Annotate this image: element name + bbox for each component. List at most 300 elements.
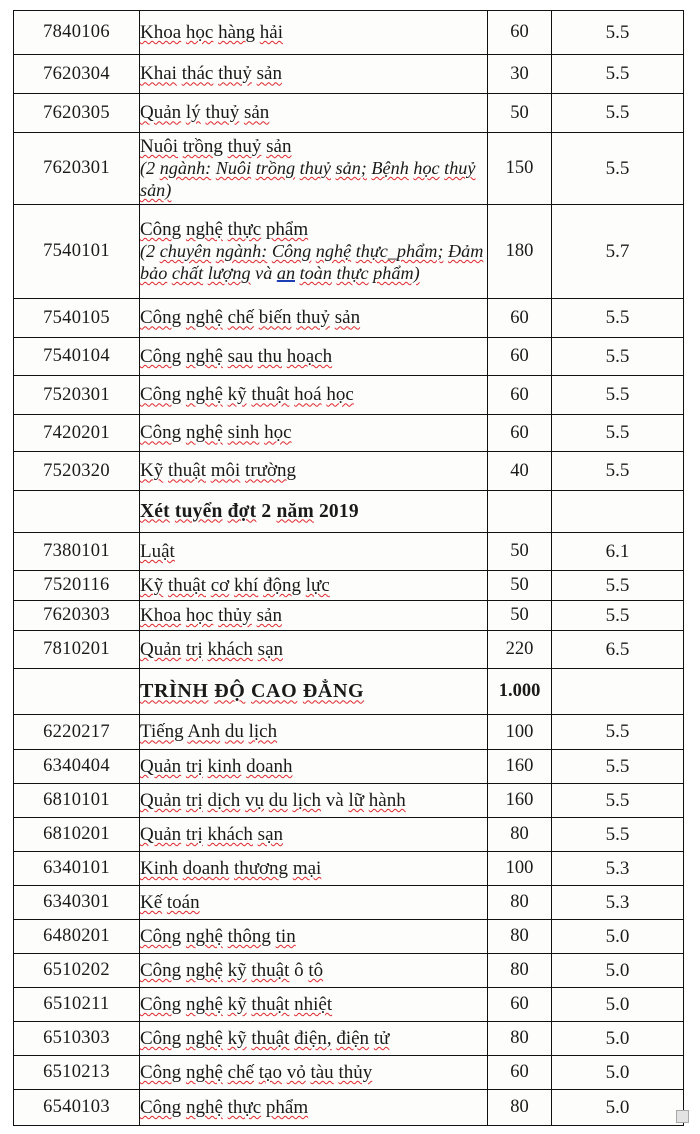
major-code-cell: 7620303 <box>14 601 140 631</box>
spellcheck-word: đợt <box>227 500 257 522</box>
spellcheck-word: thuỷ <box>299 158 331 179</box>
major-code-cell: 7540104 <box>14 338 140 376</box>
spellcheck-word: thu <box>257 345 282 367</box>
major-name <box>140 21 487 44</box>
major-name-cell <box>140 669 488 715</box>
spellcheck-word: thực <box>227 1096 262 1118</box>
major-code-cell: 6510211 <box>14 988 140 1022</box>
table-row <box>14 452 684 491</box>
spellcheck-word: tàu <box>310 1061 334 1083</box>
quota-cell: 60 <box>488 415 552 452</box>
major-name-cell <box>140 886 488 920</box>
spellcheck-word: cơ <box>210 574 230 596</box>
spellcheck-word: Tiếng <box>140 721 184 743</box>
spellcheck-word: sản <box>256 604 282 626</box>
spellcheck-word: tô <box>308 959 324 981</box>
major-code-cell: 6510202 <box>14 954 140 988</box>
major-name-note: (2 chuyên ngành: Công nghệ thực_phẩm; Đảm bảo chất lượng và an toàn thực phẩm) <box>140 241 484 284</box>
spellcheck-word: ngành: <box>159 158 212 179</box>
spellcheck-word: Bệnh <box>371 158 409 179</box>
major-name <box>140 993 487 1016</box>
spellcheck-word: chế <box>227 307 254 329</box>
spellcheck-word: thương <box>233 857 289 879</box>
spellcheck-word: hàng <box>218 21 256 43</box>
spellcheck-word: Xét <box>140 500 170 522</box>
spellcheck-word: thuỷ <box>205 102 240 124</box>
spellcheck-word: Quản <box>140 823 182 845</box>
spellcheck-word: học <box>185 604 214 626</box>
major-name-cell <box>140 299 488 338</box>
benchmark-score-cell: 5.7 <box>552 205 684 299</box>
major-name-cell <box>140 1056 488 1090</box>
quota-cell <box>488 491 552 533</box>
table-row <box>14 55 684 94</box>
spellcheck-word: lịch <box>248 721 278 743</box>
benchmark-score-cell: 5.5 <box>552 571 684 601</box>
table-row <box>14 631 684 669</box>
table-row <box>14 133 684 205</box>
major-name <box>140 345 487 368</box>
quota-cell: 40 <box>488 452 552 491</box>
major-name <box>140 218 487 241</box>
table-row <box>14 338 684 376</box>
spellcheck-word: doanh <box>182 857 230 879</box>
benchmark-score-cell: 5.5 <box>552 299 684 338</box>
quota-cell: 150 <box>488 133 552 205</box>
benchmark-score-cell: 5.5 <box>552 452 684 491</box>
major-name <box>140 823 487 846</box>
spellcheck-word: bảo <box>140 263 168 284</box>
table-row <box>14 920 684 954</box>
spellcheck-word: trị <box>185 789 203 811</box>
spellcheck-word: TRÌNH <box>140 680 209 703</box>
spellcheck-word: Nuôi <box>215 158 252 179</box>
major-code-cell: 6220217 <box>14 715 140 750</box>
major-code-cell: 7520320 <box>14 452 140 491</box>
spellcheck-word: sản; <box>335 158 367 179</box>
major-code-cell: 7520116 <box>14 571 140 601</box>
quota-cell: 60 <box>488 11 552 55</box>
major-name-cell <box>140 631 488 669</box>
spellcheck-word: Công <box>140 1096 182 1118</box>
spellcheck-word: thuật <box>251 993 290 1015</box>
spellcheck-word: nghệ <box>185 993 223 1015</box>
spellcheck-word: lữ <box>348 789 365 811</box>
spellcheck-word: Anh <box>187 721 221 743</box>
spellcheck-word: năm <box>276 500 314 522</box>
spellcheck-word: lịch <box>292 789 322 811</box>
major-name-cell <box>140 11 488 55</box>
quota-cell: 1.000 <box>488 669 552 715</box>
spellcheck-word: hành <box>368 789 406 811</box>
major-code-cell: 6340101 <box>14 852 140 886</box>
table-row <box>14 988 684 1022</box>
spellcheck-word: thực_phẩm; <box>355 241 444 262</box>
benchmark-score-cell: 5.5 <box>552 784 684 818</box>
spellcheck-word: phẩm) <box>373 263 420 284</box>
benchmark-score-cell: 5.5 <box>552 11 684 55</box>
table-row <box>14 205 684 299</box>
major-code-cell: 7620301 <box>14 133 140 205</box>
spellcheck-word: Quản <box>140 102 182 124</box>
major-name <box>140 306 487 329</box>
spellcheck-word: thuật <box>251 1027 290 1049</box>
major-code-cell: 6810101 <box>14 784 140 818</box>
spellcheck-word: Kinh <box>140 857 178 879</box>
benchmark-score-cell: 5.5 <box>552 376 684 415</box>
quota-cell: 100 <box>488 715 552 750</box>
major-name <box>140 421 487 444</box>
quota-cell: 60 <box>488 376 552 415</box>
spellcheck-word: trị <box>185 755 203 777</box>
major-name-cell <box>140 601 488 631</box>
quota-cell: 220 <box>488 631 552 669</box>
spellcheck-word: thủy <box>338 1061 373 1083</box>
major-name-cell <box>140 852 488 886</box>
major-name-cell <box>140 784 488 818</box>
major-name <box>140 459 487 482</box>
major-code-cell: 7380101 <box>14 533 140 571</box>
major-name-cell <box>140 715 488 750</box>
spellcheck-word: Công <box>140 345 182 367</box>
spellcheck-word: Khoa <box>140 604 182 626</box>
major-name <box>140 1061 487 1084</box>
spellcheck-word: tạo <box>258 1061 282 1083</box>
benchmark-score-cell: 5.0 <box>552 1056 684 1090</box>
spellcheck-word: Công <box>140 959 182 981</box>
spellcheck-word: chuyên <box>159 241 212 262</box>
spellcheck-word: sạn <box>257 638 283 660</box>
spellcheck-word: lượng <box>207 263 251 284</box>
quota-cell: 80 <box>488 886 552 920</box>
major-name-cell <box>140 571 488 601</box>
spellcheck-word: thủy <box>218 604 252 626</box>
spellcheck-word: nghệ <box>185 422 223 444</box>
spellcheck-word: học <box>185 21 214 43</box>
quota-cell: 80 <box>488 1090 552 1126</box>
spellcheck-word: khí <box>233 574 259 596</box>
major-name <box>140 891 487 914</box>
major-code-cell: 7520301 <box>14 376 140 415</box>
spellcheck-word: nghệ <box>185 959 223 981</box>
major-name <box>140 101 487 124</box>
spellcheck-word: điện <box>336 1027 370 1049</box>
spellcheck-word: thực <box>227 219 262 241</box>
major-name-cell <box>140 533 488 571</box>
spellcheck-word: kỹ <box>227 384 247 406</box>
spellcheck-word: trồng <box>182 136 223 158</box>
major-code-cell: 6340301 <box>14 886 140 920</box>
benchmark-score-cell: 6.5 <box>552 631 684 669</box>
major-name <box>140 135 487 158</box>
table-row <box>14 415 684 452</box>
spellcheck-word: vụ <box>245 789 265 811</box>
major-name <box>140 540 487 563</box>
spellcheck-word: ngành: <box>215 241 268 262</box>
table-row <box>14 1090 684 1126</box>
spellcheck-word: lực <box>305 574 330 596</box>
major-name <box>140 755 487 778</box>
benchmark-score-cell: 5.5 <box>552 415 684 452</box>
major-name-cell <box>140 818 488 852</box>
table-row <box>14 1056 684 1090</box>
table-row <box>14 750 684 784</box>
quota-cell: 50 <box>488 94 552 133</box>
table-body <box>14 11 684 1126</box>
quota-cell: 160 <box>488 784 552 818</box>
table-row <box>14 669 684 715</box>
quota-cell: 80 <box>488 920 552 954</box>
inline-link[interactable]: an <box>276 263 296 284</box>
spellcheck-word: toàn <box>299 263 332 284</box>
major-name-cell <box>140 338 488 376</box>
major-name-note: (2 ngành: Nuôi trồng thuỷ sản; Bệnh học thuỷ sản) <box>140 158 476 201</box>
benchmark-score-cell: 5.0 <box>552 1090 684 1126</box>
table-row <box>14 11 684 55</box>
spellcheck-word: Công <box>140 422 182 444</box>
quota-cell: 160 <box>488 750 552 784</box>
major-name <box>140 62 487 85</box>
spellcheck-word: thuỷ <box>218 63 252 85</box>
major-code-cell: 7420201 <box>14 415 140 452</box>
benchmark-score-cell: 5.5 <box>552 601 684 631</box>
major-name-cell <box>140 55 488 94</box>
major-code-cell: 6340404 <box>14 750 140 784</box>
spellcheck-word: Nuôi <box>140 136 178 158</box>
table-row <box>14 376 684 415</box>
spellcheck-word: Kỹ <box>140 574 164 596</box>
major-code-cell: 6810201 <box>14 818 140 852</box>
quota-cell: 60 <box>488 988 552 1022</box>
major-name-cell <box>140 750 488 784</box>
benchmark-score-cell: 5.0 <box>552 1022 684 1056</box>
spellcheck-word: trồng <box>255 158 296 179</box>
table-row <box>14 954 684 988</box>
spellcheck-word: nhiệt <box>294 993 333 1015</box>
spellcheck-word: môi <box>210 460 241 482</box>
spellcheck-word: nghệ <box>185 1096 223 1118</box>
major-name <box>140 638 487 661</box>
spellcheck-word: nghệ <box>185 1027 223 1049</box>
spellcheck-word: sản <box>334 307 361 329</box>
benchmark-score-cell: 5.5 <box>552 750 684 784</box>
table-row <box>14 601 684 631</box>
major-name-cell <box>140 1090 488 1126</box>
spellcheck-word: hải <box>259 21 283 43</box>
spellcheck-word: trị <box>185 638 203 660</box>
major-name-cell <box>140 415 488 452</box>
spellcheck-word: sản <box>256 63 282 85</box>
spellcheck-word: Công <box>140 925 182 947</box>
table-row <box>14 818 684 852</box>
spellcheck-word: du <box>268 789 288 811</box>
spellcheck-word: sạn <box>257 823 283 845</box>
spellcheck-word: học <box>326 384 354 406</box>
spellcheck-word: nghệ <box>185 925 223 947</box>
spellcheck-word: trường <box>245 460 296 482</box>
spellcheck-word: nghệ <box>315 241 352 262</box>
spellcheck-word: ĐỘ <box>214 680 246 703</box>
major-name <box>140 720 487 743</box>
spellcheck-word: sinh <box>227 422 260 444</box>
spellcheck-word: nghệ <box>185 384 223 406</box>
section-title <box>140 679 487 703</box>
spellcheck-word: phẩm <box>265 219 309 241</box>
quota-cell: 50 <box>488 601 552 631</box>
major-code-cell: 7540101 <box>14 205 140 299</box>
quota-cell: 80 <box>488 1022 552 1056</box>
benchmark-score-cell <box>552 669 684 715</box>
spellcheck-word: Khai <box>140 63 177 85</box>
spellcheck-word: thác <box>181 63 214 85</box>
quota-cell: 60 <box>488 1056 552 1090</box>
spellcheck-word: thực <box>336 263 369 284</box>
resize-handle[interactable] <box>676 1110 689 1123</box>
quota-cell: 50 <box>488 533 552 571</box>
spellcheck-word: mại <box>292 857 322 879</box>
spellcheck-word: học <box>264 422 292 444</box>
spellcheck-word: Khoa <box>140 21 182 43</box>
major-code-cell: 7810201 <box>14 631 140 669</box>
quota-cell: 80 <box>488 954 552 988</box>
benchmark-score-cell: 5.0 <box>552 920 684 954</box>
spellcheck-word: kỹ <box>227 993 247 1015</box>
major-code-cell: 6510303 <box>14 1022 140 1056</box>
spellcheck-word: du <box>224 721 244 743</box>
quota-cell: 50 <box>488 571 552 601</box>
spellcheck-word: thuật <box>167 460 206 482</box>
major-name <box>140 1027 487 1050</box>
major-name-cell <box>140 376 488 415</box>
spellcheck-word: hoạch <box>286 345 333 367</box>
spellcheck-word: hoá <box>294 384 322 406</box>
spellcheck-word: động <box>263 574 301 596</box>
spellcheck-word: điện, <box>294 1027 332 1049</box>
spellcheck-word: biến <box>258 307 292 329</box>
spellcheck-word: Luật <box>140 540 175 562</box>
benchmark-score-cell: 5.5 <box>552 55 684 94</box>
spellcheck-word: chế <box>227 1061 254 1083</box>
major-name-cell <box>140 452 488 491</box>
spellcheck-word: Công <box>271 241 312 262</box>
spellcheck-word: chất <box>171 263 204 284</box>
spellcheck-word: tin <box>275 925 296 947</box>
spellcheck-word: sau <box>227 345 253 367</box>
spellcheck-word: thuật <box>251 959 290 981</box>
major-name <box>140 925 487 948</box>
benchmark-score-cell: 5.0 <box>552 954 684 988</box>
spellcheck-word: Kỹ <box>140 460 164 482</box>
major-name <box>140 383 487 406</box>
spellcheck-word: nghệ <box>185 1061 223 1083</box>
benchmark-score-cell: 5.0 <box>552 988 684 1022</box>
major-code-cell <box>14 491 140 533</box>
quota-cell: 30 <box>488 55 552 94</box>
quota-cell: 100 <box>488 852 552 886</box>
spellcheck-word: tuyển <box>174 500 223 522</box>
section-heading: Xét tuyển đợt 2 năm 2019 <box>140 500 359 522</box>
spellcheck-word: nghệ <box>185 307 223 329</box>
quota-cell: 80 <box>488 818 552 852</box>
major-name-cell <box>140 94 488 133</box>
spellcheck-word: CAO <box>251 680 298 703</box>
major-name-cell <box>140 1022 488 1056</box>
major-name-cell <box>140 205 488 299</box>
table-row <box>14 491 684 533</box>
spellcheck-word: thuỷ <box>296 307 330 329</box>
spellcheck-word: toán <box>166 891 200 913</box>
major-name <box>140 574 487 597</box>
major-code-cell: 7540105 <box>14 299 140 338</box>
benchmark-score-cell: 5.5 <box>552 715 684 750</box>
table-row <box>14 784 684 818</box>
spellcheck-word: Quản <box>140 789 182 811</box>
table-row <box>14 94 684 133</box>
spellcheck-word: khách <box>207 823 253 845</box>
major-code-cell <box>14 669 140 715</box>
major-name-cell <box>140 491 488 533</box>
benchmark-score-cell: 5.3 <box>552 886 684 920</box>
spellcheck-word: thuật <box>251 384 290 406</box>
spellcheck-word: Kế <box>140 891 163 913</box>
major-name-cell <box>140 988 488 1022</box>
spellcheck-word: nghệ <box>185 345 223 367</box>
benchmark-score-cell: 5.3 <box>552 852 684 886</box>
quota-cell: 60 <box>488 338 552 376</box>
quota-cell: 180 <box>488 205 552 299</box>
spellcheck-word: sản <box>243 102 270 124</box>
spellcheck-word: học <box>413 158 440 179</box>
major-code-cell: 6510213 <box>14 1056 140 1090</box>
spellcheck-word: kinh <box>207 755 242 777</box>
major-name <box>140 857 487 880</box>
benchmark-score-cell: 6.1 <box>552 533 684 571</box>
spellcheck-word: nghệ <box>185 219 223 241</box>
spellcheck-word: sản <box>266 136 292 158</box>
spellcheck-word: Quản <box>140 755 182 777</box>
spellcheck-word: thông <box>227 925 271 947</box>
table-row <box>14 533 684 571</box>
major-name <box>140 604 487 627</box>
spellcheck-word: Công <box>140 1061 182 1083</box>
spellcheck-word: doanh <box>246 755 293 777</box>
table-row <box>14 715 684 750</box>
benchmark-score-cell: 5.5 <box>552 133 684 205</box>
spellcheck-word: Công <box>140 307 182 329</box>
major-code-cell: 6540103 <box>14 1090 140 1126</box>
benchmark-score-cell <box>552 491 684 533</box>
table-row <box>14 299 684 338</box>
spellcheck-word: kỹ <box>227 959 247 981</box>
benchmark-score-cell: 5.5 <box>552 338 684 376</box>
major-name-cell <box>140 954 488 988</box>
spellcheck-word: trị <box>185 823 203 845</box>
spellcheck-word: Công <box>140 384 182 406</box>
major-name: Quản trị dịch vụ du lịch và lữ hành <box>140 789 406 811</box>
benchmark-score-cell: 5.5 <box>552 818 684 852</box>
table-row <box>14 852 684 886</box>
spellcheck-word: tử <box>373 1027 390 1049</box>
table-row <box>14 886 684 920</box>
spellcheck-word: Công <box>140 1027 182 1049</box>
admission-quota-table <box>13 10 684 1126</box>
table-row <box>14 571 684 601</box>
table-row <box>14 1022 684 1056</box>
quota-cell: 60 <box>488 299 552 338</box>
spellcheck-word: thuật <box>167 574 206 596</box>
major-name-cell <box>140 133 488 205</box>
spellcheck-word: thuỷ <box>444 158 476 179</box>
